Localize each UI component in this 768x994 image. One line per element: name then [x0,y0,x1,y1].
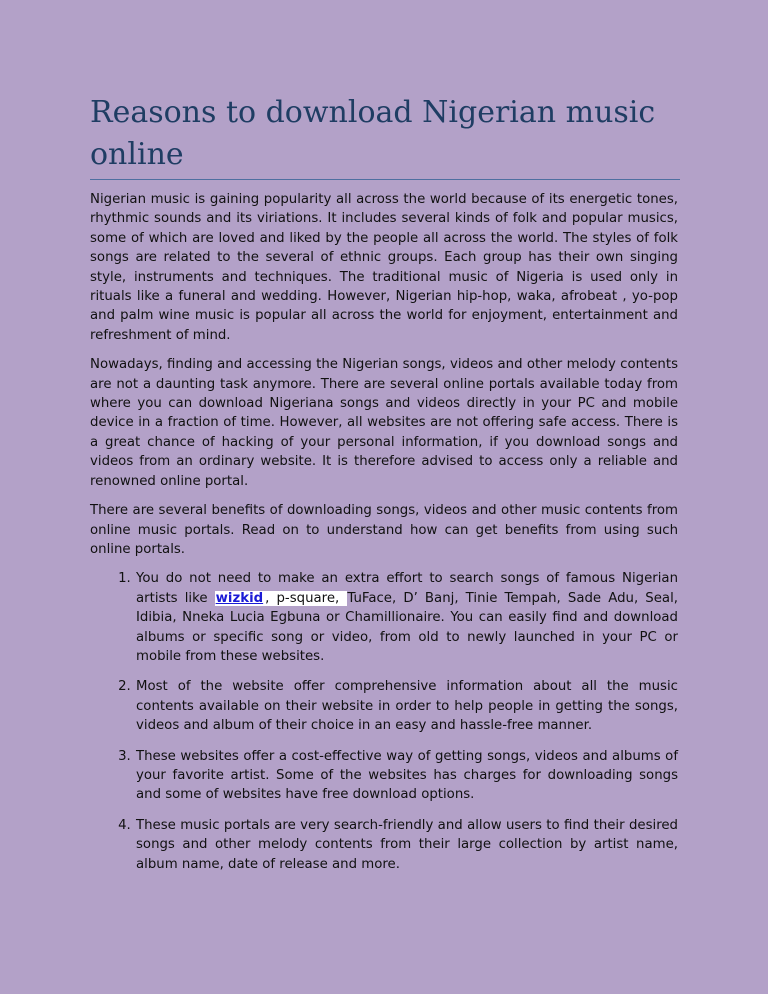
title-divider [90,179,680,180]
benefits-intro-paragraph: There are several benefits of downloading songs, videos and other music contents from online music portals. Read on to understand how can get benefits from using such online portals. [90,503,678,557]
list-item-text: You do not need to make an extra effort to search songs of famous Nigerian artists like [136,571,678,606]
highlighted-text: , p-square, [265,590,347,606]
list-item-text: TuFace, D’ Banj, Tinie Tempah, Sade Adu, Seal, Idibia, Nneka Lucia Egbuna or Chamillionaire. You can easily find and download albums or specific song or video, from old to newly launched in your PC or mobile from these websites. [136,590,678,664]
list-item [135,569,678,666]
list-item: 2. Most of the website offer comprehensive information about all the music contents available on their website in order to help people in getting the songs, videos and album of their choice in an easy and hassle-free manner. [135,677,678,735]
wizkid-link[interactable]: wizkid [215,590,264,606]
document-page [90,92,678,885]
benefits-list [90,569,678,874]
intro-paragraph: Nigerian music is gaining popularity all across the world because of its energetic tones, rhythmic sounds and its viriations. It includes several kinds of folk and popular musics, some of which are loved and liked by the people all across the world. The styles of folk songs are related to the several of ethnic groups. Each group has their own singing style, instruments and techniques. The traditional music of Nigeria is used only in rituals like a funeral and wedding. However, Nigerian hip-hop, waka, afrobeat , yo-pop and palm wine music is popular all across the world for enjoyment, entertainment and refreshment of mind. [90,192,678,343]
page-title: Reasons to download Nigerian music online [90,95,656,172]
list-item: 3. These websites offer a cost-effective way of getting songs, videos and albums of your favorite artist. Some of the websites has charges for downloading songs and some of websites have free download options. [135,747,678,805]
list-item: 4. These music portals are very search-friendly and allow users to find their desired songs and other melody contents from their large collection by artist name, album name, date of release and more. [135,816,678,874]
access-paragraph: Nowadays, finding and accessing the Nigerian songs, videos and other melody contents are not a daunting task anymore. There are several online portals available today from where you can download Nigeriana songs and videos directly in your PC and mobile device in a fraction of time. However, all websites are not offering safe access. There is a great chance of hacking of your personal information, if you download songs and videos from an ordinary website. It is therefore advised to access only a reliable and renowned online portal. [90,357,678,489]
